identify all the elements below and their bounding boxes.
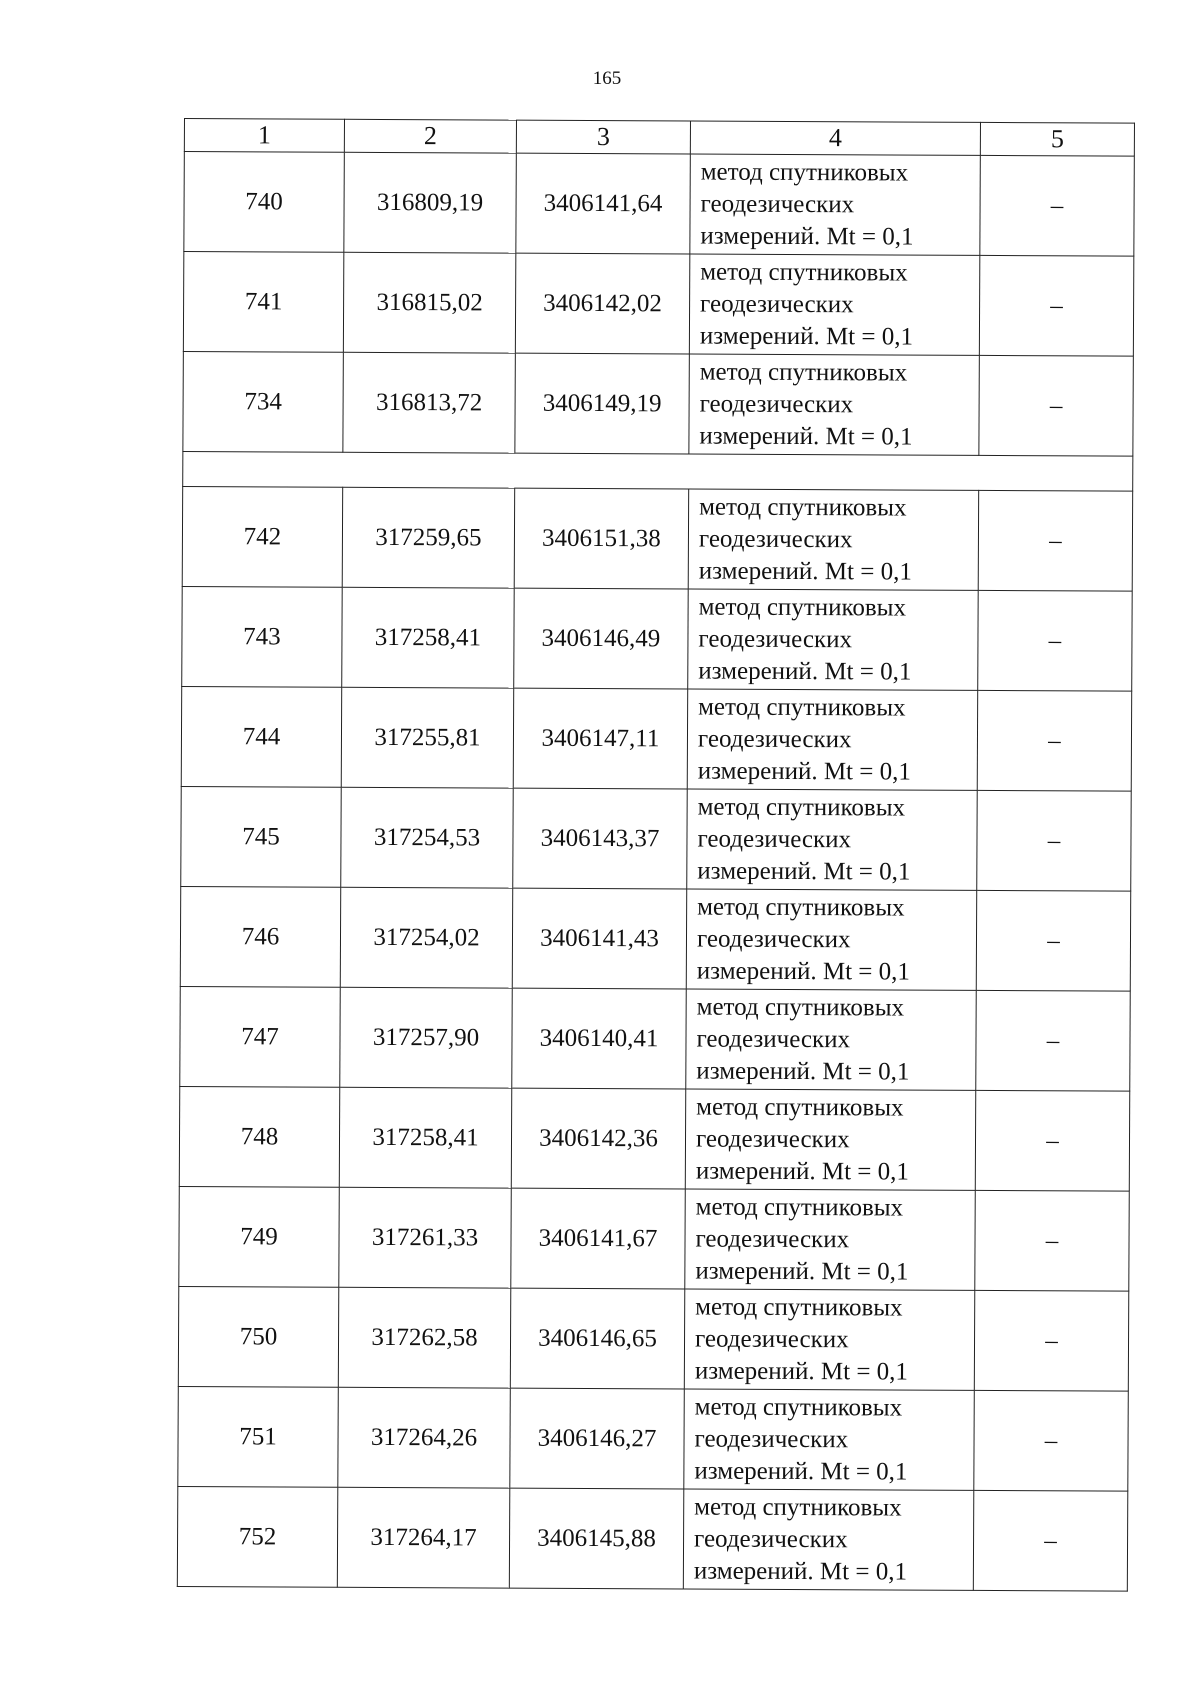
x-coordinate-cell: 317258,41	[339, 1087, 511, 1188]
y-coordinate-cell: 3406146,65	[510, 1288, 684, 1389]
method-line: геодезических	[700, 290, 854, 318]
group-separator-row	[183, 451, 1133, 491]
method-description-cell	[684, 1289, 974, 1390]
table-row	[179, 1186, 1129, 1291]
y-coordinate-cell: 3406146,27	[510, 1388, 684, 1489]
point-number-cell: 742	[182, 486, 342, 587]
method-line: геодезических	[697, 725, 852, 753]
method-line: геодезических	[693, 1525, 848, 1553]
method-line: измерений. Mt = 0,1	[699, 422, 913, 451]
y-coordinate-cell: 3406147,11	[513, 688, 687, 789]
method-description-cell	[684, 1389, 974, 1490]
method-line: измерений. Mt = 0,1	[694, 1457, 908, 1486]
method-description-cell	[686, 889, 976, 990]
method-line: метод спутниковых	[700, 258, 908, 287]
table-row	[183, 252, 1133, 357]
method-line: геодезических	[695, 1125, 850, 1153]
method-description-cell	[690, 154, 980, 255]
method-description-cell	[685, 1189, 975, 1290]
method-line: измерений. Mt = 0,1	[699, 322, 914, 351]
x-coordinate-cell: 317255,81	[341, 687, 513, 788]
point-number-cell: 749	[179, 1186, 339, 1287]
method-line: метод спутниковых	[700, 158, 909, 187]
method-line: геодезических	[696, 1025, 851, 1053]
method-line: измерений. Mt = 0,1	[696, 1057, 910, 1086]
col5-cell: –	[978, 590, 1132, 691]
x-coordinate-cell: 316813,72	[343, 352, 515, 453]
y-coordinate-cell: 3406141,64	[516, 153, 690, 254]
col5-cell: –	[975, 1090, 1129, 1191]
x-coordinate-cell: 317262,58	[338, 1287, 510, 1388]
method-line: геодезических	[699, 390, 854, 418]
method-description-cell	[687, 689, 977, 790]
method-line: измерений. Mt = 0,1	[697, 857, 911, 886]
method-line: измерений. Mt = 0,1	[695, 1157, 910, 1186]
col5-cell: –	[976, 890, 1130, 991]
point-number-cell: 734	[183, 351, 343, 452]
header-col-3: 3	[516, 120, 690, 154]
header-col-1: 1	[184, 119, 344, 153]
y-coordinate-cell: 3406143,37	[513, 788, 687, 889]
method-line: измерений. Mt = 0,1	[698, 657, 912, 686]
point-number-cell: 740	[184, 152, 344, 253]
x-coordinate-cell: 317261,33	[339, 1187, 511, 1288]
coordinates-table	[177, 118, 1135, 1592]
method-line: геодезических	[696, 925, 851, 953]
col5-cell: –	[974, 1290, 1128, 1391]
method-description-cell	[688, 589, 978, 690]
method-line: геодезических	[694, 1325, 849, 1353]
x-coordinate-cell: 317254,02	[340, 887, 512, 988]
col5-cell: –	[976, 990, 1130, 1091]
method-line: измерений. Mt = 0,1	[700, 222, 914, 251]
method-line: геодезических	[698, 525, 853, 553]
method-line: метод спутниковых	[696, 1093, 904, 1122]
method-line: геодезических	[695, 1225, 850, 1253]
x-coordinate-cell: 317258,41	[342, 587, 514, 688]
x-coordinate-cell: 317264,17	[337, 1487, 509, 1588]
method-description-cell	[688, 489, 978, 590]
point-number-cell: 748	[179, 1086, 339, 1187]
x-coordinate-cell: 316815,02	[343, 252, 515, 353]
table-row	[178, 1286, 1128, 1391]
header-col-5: 5	[980, 122, 1134, 156]
col5-cell: –	[977, 790, 1131, 891]
y-coordinate-cell: 3406149,19	[515, 353, 689, 454]
y-coordinate-cell: 3406142,36	[511, 1088, 685, 1189]
col5-cell: –	[978, 490, 1132, 591]
table-header	[184, 119, 1134, 157]
point-number-cell: 747	[180, 986, 340, 1087]
table-row	[177, 1486, 1127, 1591]
table-row	[183, 351, 1133, 456]
method-line: метод спутниковых	[695, 1293, 903, 1322]
method-line: измерений. Mt = 0,1	[697, 757, 911, 786]
table-row	[181, 786, 1131, 891]
y-coordinate-cell: 3406140,41	[512, 988, 686, 1089]
y-coordinate-cell: 3406142,02	[515, 253, 689, 354]
col5-cell: –	[979, 255, 1133, 356]
method-line: метод спутниковых	[694, 1393, 903, 1422]
point-number-cell: 752	[177, 1486, 337, 1587]
method-line: метод спутниковых	[695, 1193, 904, 1222]
method-line: метод спутниковых	[699, 358, 908, 387]
table-row	[182, 486, 1132, 591]
point-number-cell: 743	[182, 586, 342, 687]
col5-cell: –	[980, 155, 1134, 256]
x-coordinate-cell: 317254,53	[341, 787, 513, 888]
table-row	[179, 1086, 1129, 1191]
method-description-cell	[689, 254, 979, 355]
y-coordinate-cell: 3406141,43	[512, 888, 686, 989]
method-line: метод спутниковых	[694, 1493, 902, 1522]
x-coordinate-cell: 316809,19	[344, 152, 516, 253]
method-line: измерений. Mt = 0,1	[698, 557, 912, 586]
col5-cell: –	[973, 1490, 1127, 1591]
table-row	[180, 886, 1130, 991]
method-line: геодезических	[700, 190, 855, 218]
table-row	[181, 686, 1131, 791]
x-coordinate-cell: 317264,26	[338, 1387, 510, 1488]
method-line: метод спутниковых	[697, 793, 906, 822]
y-coordinate-cell: 3406141,67	[511, 1188, 685, 1289]
group-separator-cell	[183, 451, 1133, 491]
method-line: метод спутниковых	[696, 993, 905, 1022]
method-line: геодезических	[694, 1425, 849, 1453]
point-number-cell: 746	[180, 886, 340, 987]
method-line: метод спутниковых	[698, 693, 906, 722]
method-description-cell	[689, 354, 979, 455]
col5-cell: –	[974, 1390, 1128, 1491]
method-line: измерений. Mt = 0,1	[693, 1557, 908, 1586]
method-line: геодезических	[698, 625, 853, 653]
table-row	[180, 986, 1130, 1091]
col5-cell: –	[975, 1190, 1129, 1291]
method-description-cell	[687, 789, 977, 890]
point-number-cell: 745	[181, 786, 341, 887]
point-number-cell: 744	[181, 686, 341, 787]
method-line: метод спутниковых	[699, 493, 907, 522]
header-col-2: 2	[344, 119, 516, 153]
method-line: измерений. Mt = 0,1	[694, 1357, 909, 1386]
y-coordinate-cell: 3406151,38	[514, 488, 688, 589]
table-body	[177, 152, 1134, 1592]
header-col-4: 4	[690, 121, 980, 155]
y-coordinate-cell: 3406145,88	[509, 1488, 683, 1589]
y-coordinate-cell: 3406146,49	[514, 588, 688, 689]
method-description-cell	[686, 989, 976, 1090]
x-coordinate-cell: 317259,65	[342, 487, 514, 588]
point-number-cell: 741	[183, 252, 343, 353]
method-line: метод спутниковых	[697, 893, 905, 922]
x-coordinate-cell: 317257,90	[340, 987, 512, 1088]
method-line: измерений. Mt = 0,1	[695, 1257, 909, 1286]
method-line: измерений. Mt = 0,1	[696, 957, 910, 986]
col5-cell: –	[977, 690, 1131, 791]
table-row	[178, 1386, 1128, 1491]
page-number: 165	[592, 68, 622, 89]
table-row	[184, 152, 1134, 257]
method-line: метод спутниковых	[698, 593, 907, 622]
point-number-cell: 751	[178, 1386, 338, 1487]
header-row	[184, 119, 1134, 157]
point-number-cell: 750	[178, 1286, 338, 1387]
method-line: геодезических	[697, 825, 852, 853]
table-row	[182, 586, 1132, 691]
method-description-cell	[685, 1089, 975, 1190]
method-description-cell	[683, 1489, 973, 1590]
col5-cell: –	[979, 355, 1133, 456]
